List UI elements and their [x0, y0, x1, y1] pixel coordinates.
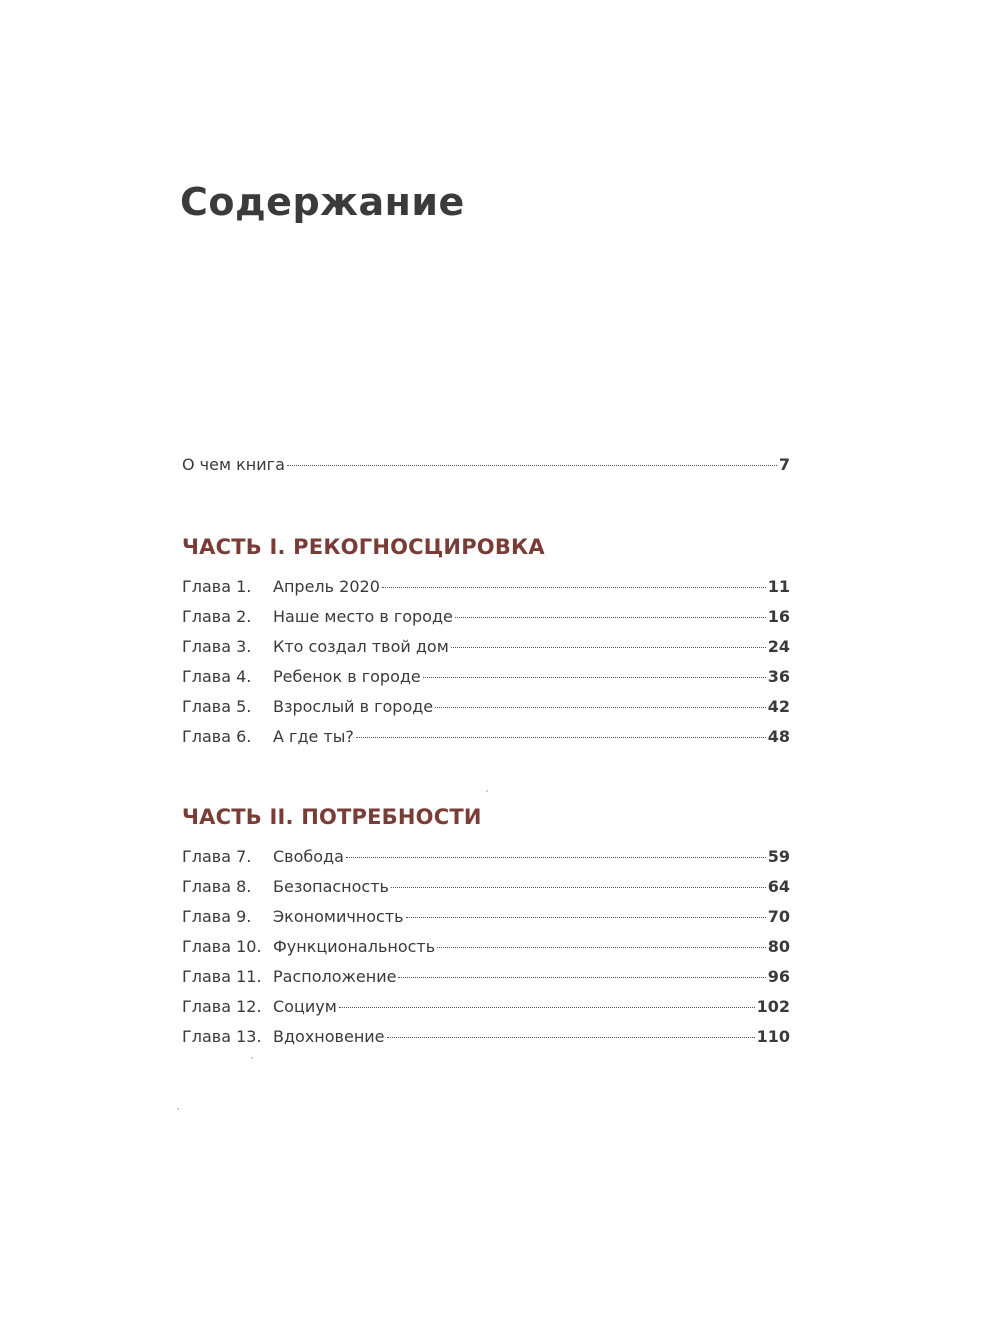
page-number: 59: [767, 847, 790, 866]
dot-leader: [451, 647, 766, 648]
part-2-heading: ЧАСТЬ II. ПОТРЕБНОСТИ: [182, 805, 482, 829]
chapter-number: Глава 1.: [182, 577, 252, 596]
dot-leader: [423, 677, 766, 678]
scan-speck: [177, 1108, 179, 1110]
chapter-number: Глава 5.: [182, 697, 252, 716]
page-number: 24: [767, 637, 790, 656]
page-number: 96: [767, 967, 790, 986]
entry-title: Функциональность: [273, 937, 436, 956]
toc-entry-intro[interactable]: [182, 455, 790, 477]
page-number: 11: [767, 577, 790, 596]
chapter-number: Глава 4.: [182, 667, 252, 686]
entry-title: Ребенок в городе: [273, 667, 421, 686]
chapter-number: Глава 10.: [182, 937, 262, 956]
dot-leader: [435, 707, 766, 708]
dot-leader: [382, 587, 766, 588]
chapter-number: Глава 6.: [182, 727, 252, 746]
toc-entry-chapter-13[interactable]: [182, 1027, 790, 1049]
part-1-heading: ЧАСТЬ I. РЕКОГНОСЦИРОВКА: [182, 535, 545, 559]
dot-leader: [455, 617, 766, 618]
chapter-number: Глава 3.: [182, 637, 252, 656]
page-number: 48: [767, 727, 790, 746]
entry-title: Наше место в городе: [273, 607, 453, 626]
chapter-number: Глава 12.: [182, 997, 262, 1016]
toc-entry-chapter-2[interactable]: [182, 607, 790, 629]
page-number: 110: [756, 1027, 790, 1046]
page-number: 80: [767, 937, 790, 956]
toc-entry-chapter-11[interactable]: [182, 967, 790, 989]
entry-title: Вдохновение: [273, 1027, 385, 1046]
toc-entry-chapter-6[interactable]: [182, 727, 790, 749]
chapter-number: Глава 7.: [182, 847, 252, 866]
entry-title: Социум: [273, 997, 337, 1016]
dot-leader: [339, 1007, 755, 1008]
page-number: 64: [767, 877, 790, 896]
entry-title: Экономичность: [273, 907, 404, 926]
dot-leader: [391, 887, 766, 888]
page-number: 42: [767, 697, 790, 716]
toc-entry-chapter-10[interactable]: [182, 937, 790, 959]
chapter-number: Глава 11.: [182, 967, 262, 986]
chapter-number: Глава 2.: [182, 607, 252, 626]
toc-entry-chapter-4[interactable]: [182, 667, 790, 689]
dot-leader: [437, 947, 766, 948]
toc-entry-chapter-5[interactable]: [182, 697, 790, 719]
dot-leader: [398, 977, 765, 978]
toc-entry-chapter-7[interactable]: [182, 847, 790, 869]
dot-leader: [287, 465, 777, 466]
page-number: 36: [767, 667, 790, 686]
chapter-number: Глава 8.: [182, 877, 252, 896]
entry-title: Апрель 2020: [273, 577, 380, 596]
scan-speck: [251, 1057, 253, 1059]
toc-entry-chapter-9[interactable]: [182, 907, 790, 929]
toc-entry-chapter-1[interactable]: [182, 577, 790, 599]
chapter-number: Глава 9.: [182, 907, 252, 926]
dot-leader: [406, 917, 766, 918]
chapter-number: Глава 13.: [182, 1027, 262, 1046]
entry-title: Безопасность: [273, 877, 389, 896]
entry-title: О чем книга: [182, 455, 285, 474]
dot-leader: [346, 857, 766, 858]
dot-leader: [356, 737, 766, 738]
toc-entry-chapter-12[interactable]: [182, 997, 790, 1019]
toc-entry-chapter-8[interactable]: [182, 877, 790, 899]
toc-entry-chapter-3[interactable]: [182, 637, 790, 659]
page-number: 16: [767, 607, 790, 626]
page-number: 70: [767, 907, 790, 926]
page-number: 7: [778, 455, 790, 474]
page-title: Содержание: [180, 180, 465, 224]
dot-leader: [387, 1037, 755, 1038]
entry-title: А где ты?: [273, 727, 354, 746]
page-number: 102: [756, 997, 790, 1016]
scan-speck: [486, 790, 488, 792]
entry-title: Свобода: [273, 847, 344, 866]
entry-title: Кто создал твой дом: [273, 637, 449, 656]
entry-title: Расположение: [273, 967, 397, 986]
entry-title: Взрослый в городе: [273, 697, 434, 716]
